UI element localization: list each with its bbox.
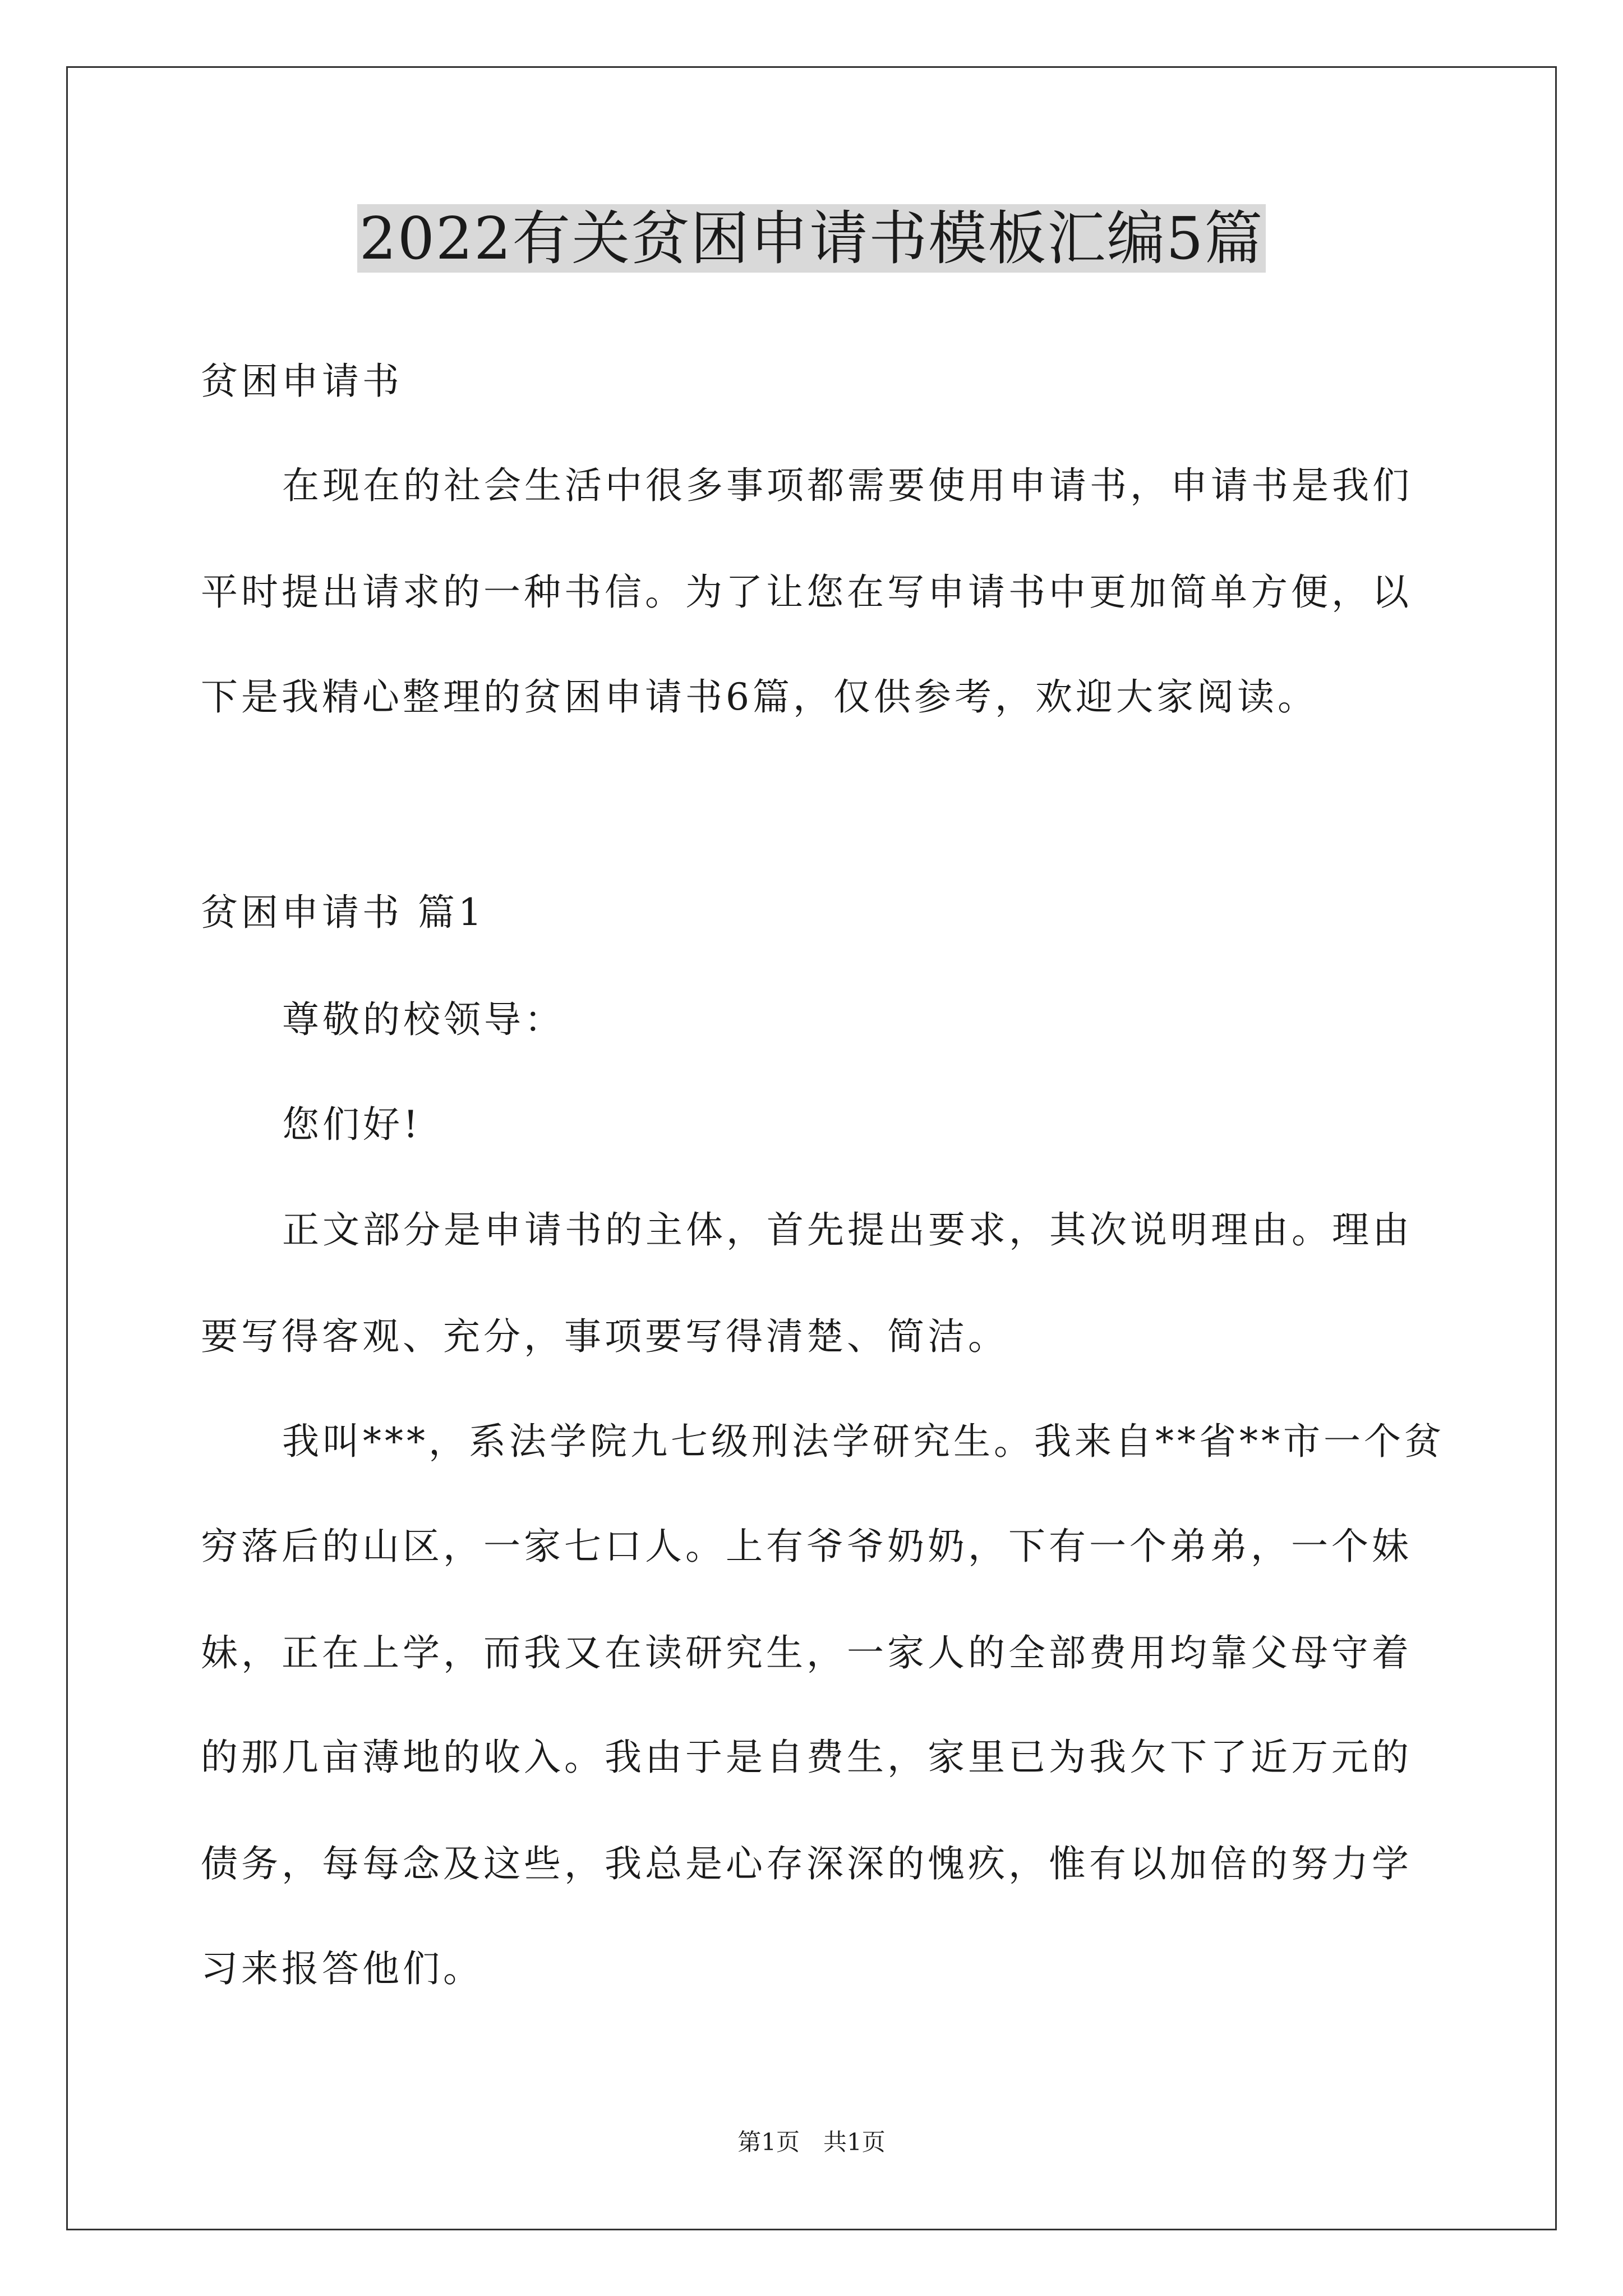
intro-line: 下是我精心整理的贫困申请书6篇，仅供参考，欢迎大家阅读。 [201,675,1318,719]
greeting: 您们好! [282,1103,422,1146]
paragraph-line: 妹，正在上学，而我又在读研究生，一家人的全部费用均靠父母守着 [201,1631,1412,1674]
page-footer: 第1页 共1页 [737,2128,886,2156]
paragraph-line: 要写得客观、充分，事项要写得清楚、简洁。 [201,1315,1008,1358]
paragraph-line: 我叫***，系法学院九七级刑法学研究生。我来自**省**市一个贫 [282,1420,1445,1463]
piece-heading: 贫困申请书 篇1 [201,891,485,934]
intro-line: 平时提出请求的一种书信。为了让您在写申请书中更加简单方便，以 [201,570,1412,614]
paragraph-line: 穷落后的山区，一家七口人。上有爷爷奶奶，下有一个弟弟，一个妹 [201,1525,1412,1568]
paragraph-line: 正文部分是申请书的主体，首先提出要求，其次说明理由。理由 [282,1208,1413,1251]
salutation: 尊敬的校领导： [282,998,565,1041]
paragraph-line: 习来报答他们。 [201,1947,483,1990]
paragraph-line: 的那几亩薄地的收入。我由于是自费生，家里已为我欠下了近万元的 [201,1736,1412,1779]
document-title-row [0,202,1623,275]
intro-line: 在现在的社会生活中很多事项都需要使用申请书，申请书是我们 [282,464,1413,507]
document-title: 2022有关贫困申请书模板汇编5篇 [357,204,1266,273]
section-heading: 贫困申请书 [201,360,403,403]
paragraph-line: 债务，每每念及这些，我总是心存深深的愧疚，惟有以加倍的努力学 [201,1842,1412,1885]
